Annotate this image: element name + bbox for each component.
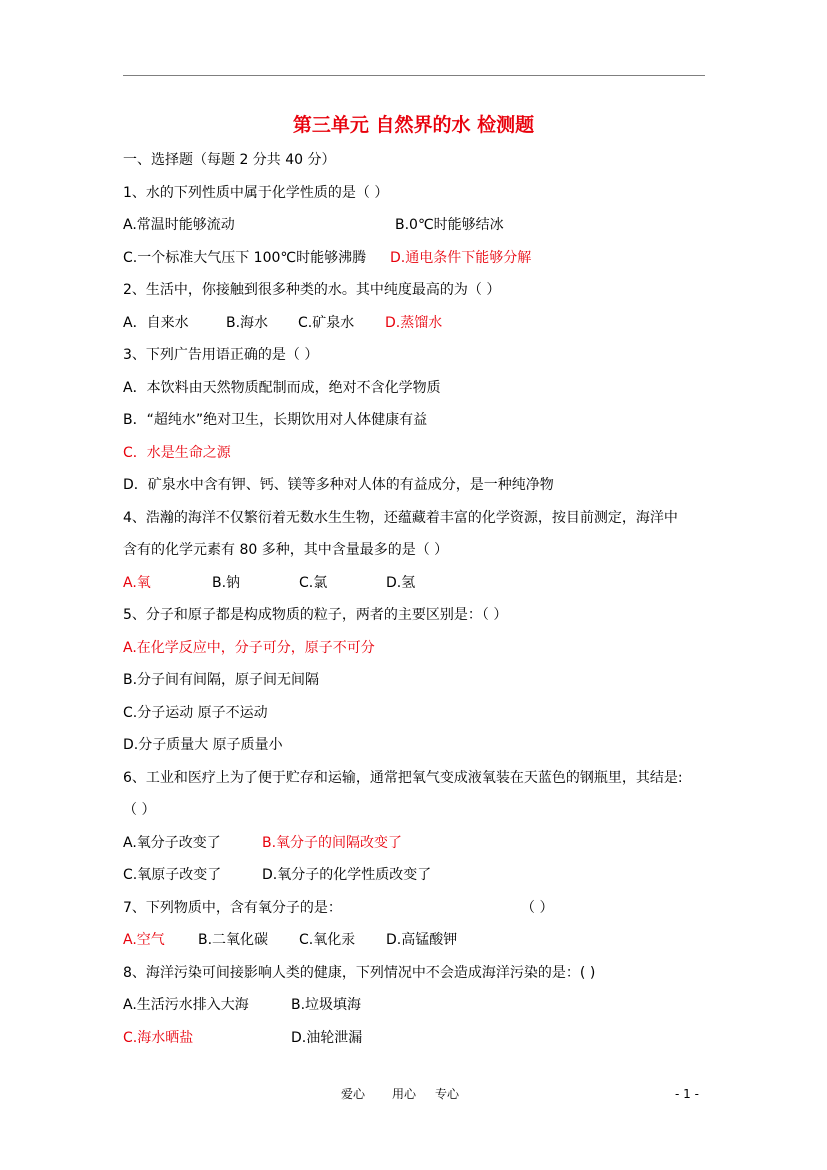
q2-option-a: A．自来水 bbox=[123, 315, 189, 331]
q6-stem-line1: 6、工业和医疗上为了便于贮存和运输，通常把氧气变成液氧装在天蓝色的钢瓶里，其结是: bbox=[123, 770, 683, 786]
q6-stem-line2: （ ） bbox=[123, 802, 156, 818]
q4-option-d: D.氢 bbox=[386, 575, 416, 591]
q6-options-row1 bbox=[123, 833, 705, 853]
q1-option-c: C.一个标准大气压下 100℃时能够沸腾 bbox=[123, 250, 367, 266]
q1-options-row1 bbox=[123, 215, 705, 235]
q7-option-c: C.氧化汞 bbox=[299, 932, 356, 948]
q8-option-b: B.垃圾填海 bbox=[291, 997, 362, 1013]
q5-option-c: C.分子运动 原子不运动 bbox=[123, 705, 268, 721]
q7-stem-row bbox=[123, 898, 705, 918]
q5-stem: 5、分子和原子都是构成物质的粒子，两者的主要区别是：（ ） bbox=[123, 607, 508, 623]
q5-option-d: D.分子质量大 原子质量小 bbox=[123, 737, 283, 753]
q3-option-b: B．“超纯水”绝对卫生，长期饮用对人体健康有益 bbox=[123, 412, 428, 428]
q8-option-c-answer: C.海水晒盐 bbox=[123, 1030, 194, 1046]
header-rule bbox=[123, 75, 705, 76]
q1-stem: 1、水的下列性质中属于化学性质的是（ ） bbox=[123, 185, 389, 201]
q7-option-a-answer: A.空气 bbox=[123, 932, 165, 948]
q8-stem: 8、海洋污染可间接影响人类的健康，下列情况中不会造成海洋污染的是：( ) bbox=[123, 965, 596, 981]
q4-stem-line1: 4、浩瀚的海洋不仅繁衍着无数水生生物，还蕴藏着丰富的化学资源，按目前测定，海洋中 bbox=[123, 510, 678, 526]
section-heading: 一、选择题（每题 2 分共 40 分） bbox=[123, 152, 336, 168]
q3-option-d: D．矿泉水中含有钾、钙、镁等多种对人体的有益成分，是一种纯净物 bbox=[123, 477, 554, 493]
page-number: - 1 - bbox=[675, 1087, 699, 1101]
q6-option-d: D.氧分子的化学性质改变了 bbox=[262, 867, 432, 883]
q3-option-c-answer: C．水是生命之源 bbox=[123, 445, 231, 461]
q4-options bbox=[123, 573, 705, 593]
footer-slogan-2: 用心 bbox=[392, 1087, 417, 1101]
q2-option-c: C.矿泉水 bbox=[298, 315, 355, 331]
q4-option-c: C.氯 bbox=[299, 575, 328, 591]
footer-slogan-3: 专心 bbox=[435, 1087, 460, 1101]
q8-option-d: D.油轮泄漏 bbox=[291, 1030, 363, 1046]
q4-option-b: B.钠 bbox=[212, 575, 241, 591]
q2-option-d-answer: D.蒸馏水 bbox=[385, 315, 443, 331]
q6-option-c: C.氧原子改变了 bbox=[123, 867, 222, 883]
q4-option-a-answer: A.氧 bbox=[123, 575, 151, 591]
q7-option-d: D.高锰酸钾 bbox=[386, 932, 458, 948]
q3-stem: 3、下列广告用语正确的是（ ） bbox=[123, 347, 319, 363]
q7-stem: 7、下列物质中，含有氧分子的是： bbox=[123, 900, 342, 916]
q8-options-row1 bbox=[123, 995, 705, 1015]
q3-option-a: A．本饮料由天然物质配制而成，绝对不含化学物质 bbox=[123, 380, 441, 396]
q6-option-b-answer: B.氧分子的间隔改变了 bbox=[262, 835, 403, 851]
q7-option-b: B.二氧化碳 bbox=[198, 932, 269, 948]
q6-options-row2 bbox=[123, 865, 705, 885]
footer-slogan-1: 爱心 bbox=[341, 1087, 366, 1101]
q7-answer-blank: （ ） bbox=[521, 900, 554, 916]
q4-stem-line2: 含有的化学元素有 80 多种，其中含量最多的是（ ） bbox=[123, 542, 449, 558]
q1-option-d-answer: D.通电条件下能够分解 bbox=[390, 250, 532, 266]
q1-options-row2 bbox=[123, 248, 705, 268]
q5-option-a-answer: A.在化学反应中，分子可分，原子不可分 bbox=[123, 640, 375, 656]
q8-option-a: A.生活污水排入大海 bbox=[123, 997, 249, 1013]
q7-options bbox=[123, 930, 705, 950]
q5-option-b: B.分子间有间隔，原子间无间隔 bbox=[123, 672, 320, 688]
q6-option-a: A.氧分子改变了 bbox=[123, 835, 221, 851]
q2-option-b: B.海水 bbox=[226, 315, 269, 331]
q1-option-b: B.0℃时能够结冰 bbox=[395, 217, 504, 233]
q1-option-a: A.常温时能够流动 bbox=[123, 217, 235, 233]
q8-options-row2 bbox=[123, 1028, 705, 1048]
q2-stem: 2、生活中，你接触到很多种类的水。其中纯度最高的为（ ） bbox=[123, 282, 501, 298]
page-title: 第三单元 自然界的水 检测题 bbox=[292, 114, 535, 136]
q2-options bbox=[123, 313, 705, 333]
